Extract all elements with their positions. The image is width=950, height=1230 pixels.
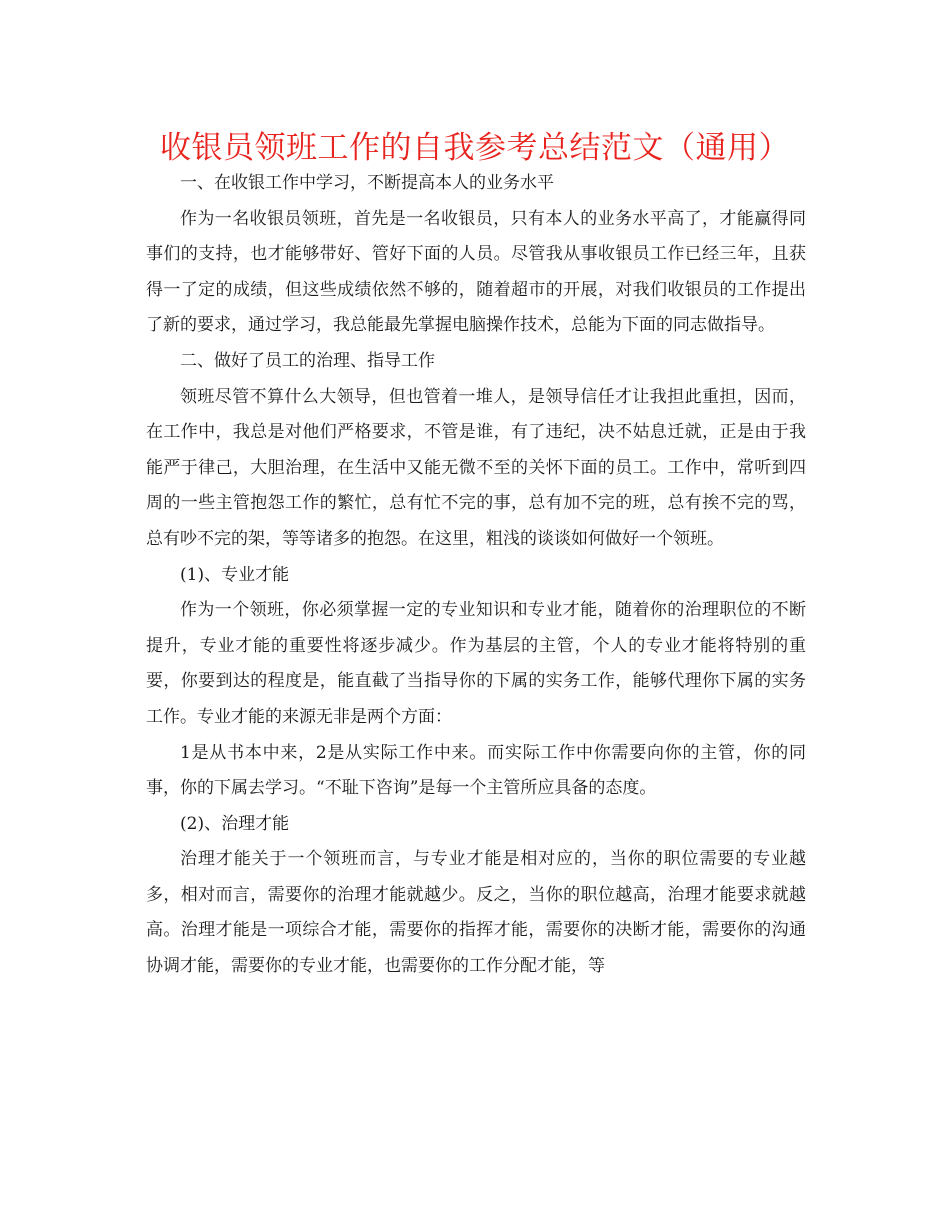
paragraph: 1是从书本中来，2是从实际工作中来。而实际工作中你需要向你的主管，你的同事，你的下属去学习。“不耻下咨询”是每一个主管所应具备的态度。 [146, 742, 806, 799]
subsection-heading-2: (2)、治理才能 [180, 813, 290, 834]
paragraph: 治理才能关于一个领班而言，与专业才能是相对应的，当你的职位需要的专业越多，相对而言，需要你的治理才能就越少。反之，当你的职位越高，治理才能要求就越高。治理才能是一项综合才能，需要你的指挥才能，需要你的决断才能，需要你的沟通协调才能，需要你的专业才能，也需要你的工作分配才能，等 [146, 849, 806, 977]
paragraph: 作为一名收银员领班，首先是一名收银员，只有本人的业务水平高了，才能赢得同事们的支持，也才能够带好、管好下面的人员。尽管我从事收银员工作已经三年，且获得一了定的成绩，但这些成绩依然不够的，随着超市的开展，对我们收银员的工作提出了新的要求，通过学习，我总能最先掌握电脑操作技术，总能为下面的同志做指导。 [146, 208, 806, 336]
paragraph: 领班尽管不算什么大领导，但也管着一堆人，是领导信任才让我担此重担，因而，在工作中，我总是对他们严格要求，不管是谁，有了违纪，决不姑息迁就，正是由于我能严于律己，大胆治理，在生活中又能无微不至的关怀下面的员工。工作中，常听到四周的一些主管抱怨工作的繁忙，总有忙不完的事，总有加不完的班，总有挨不完的骂，总有吵不完的架，等等诸多的抱怨。在这里，粗浅的谈谈如何做好一个领班。 [146, 386, 806, 549]
section-heading-2: 二、做好了员工的治理、指导工作 [180, 350, 435, 371]
document-body [146, 166, 806, 985]
paragraph: 作为一个领班，你必须掌握一定的专业知识和专业才能，随着你的治理职位的不断提升，专业才能的重要性将逐步减少。作为基层的主管，个人的专业才能将特别的重要，你要到达的程度是，能直截了当指导你的下属的实务工作，能够代理你下属的实务工作。专业才能的来源无非是两个方面： [146, 600, 806, 727]
document-title: 收银员领班工作的自我参考总结范文（通用） [160, 130, 790, 166]
section-heading-1: 一、在收银工作中学习，不断提高本人的业务水平 [180, 173, 554, 193]
subsection-heading-1: (1)、专业才能 [180, 564, 290, 585]
